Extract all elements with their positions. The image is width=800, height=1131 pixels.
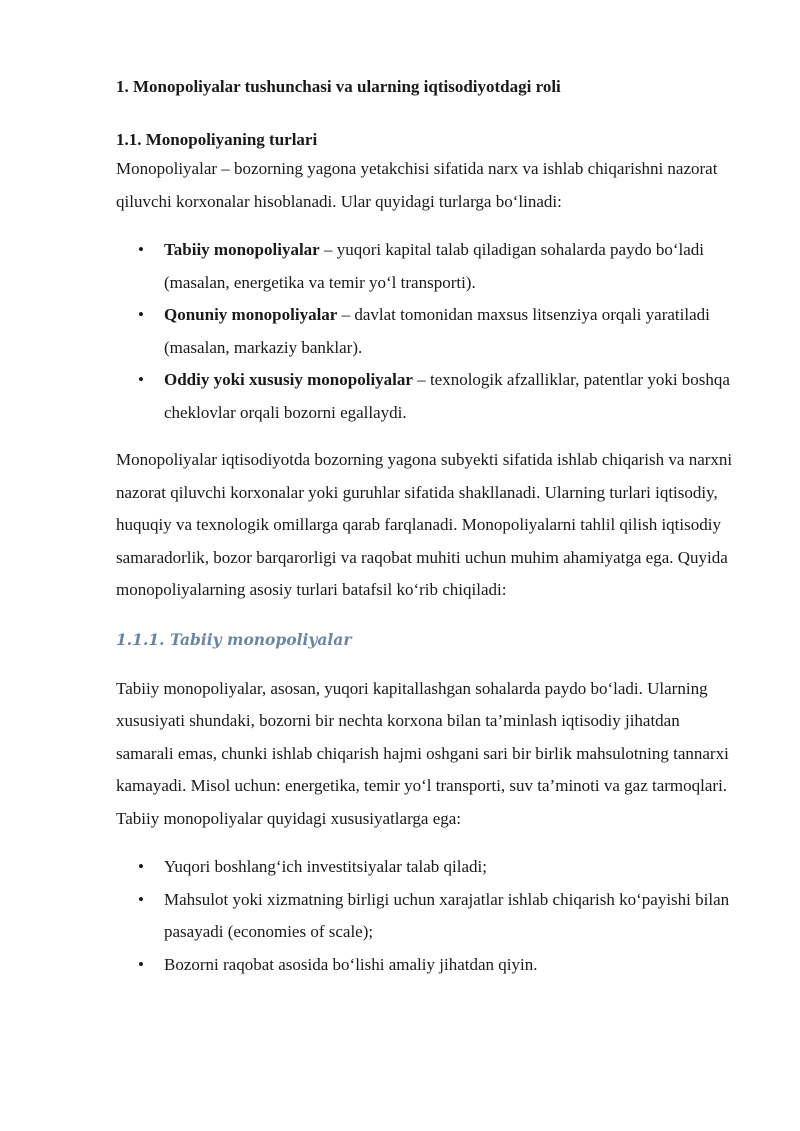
bullet-icon: • [138,370,144,389]
bullet-icon: • [138,857,144,876]
list-item-text: Bozorni raqobat asosida bo‘lishi amaliy jihatdan qiyin. [164,954,538,974]
list-item-text: Yuqori boshlang‘ich investitsiyalar talab qiladi; [164,857,487,876]
list-item-text: Mahsulot yoki xizmatning birligi uchun xarajatlar ishlab chiqarish ko‘payishi bilan pasayadi (economies of scale); [164,889,730,941]
list-item [116,364,736,429]
bullet-icon: • [138,240,144,259]
document-page [116,70,736,981]
list-item [116,299,736,364]
term: Oddiy yoki xususiy monopoliyalar [164,370,413,389]
term: Qonuniy monopoliyalar [164,305,338,324]
list-item [116,851,736,884]
monopoly-types-list [116,234,736,429]
intro-paragraph: Monopoliyalar – bozorning yagona yetakchisi sifatida narx va ishlab chiqarishni nazorat qiluvchi korxonalar hisoblanadi. Ular quyidagi turlarga bo‘linadi: [116,159,718,211]
term-description: – texnologik afzalliklar, patentlar yoki boshqa cheklovlar orqali bozorni egallaydi. [164,370,730,422]
term: Tabiiy monopoliyalar [164,240,320,259]
bullet-icon: • [138,954,144,974]
bullet-icon: • [138,305,144,324]
term-description: – davlat tomonidan maxsus litsenziya orqali yaratiladi (masalan, markaziy banklar). [164,305,710,357]
body-paragraph: Tabiiy monopoliyalar, asosan, yuqori kapitallashgan sohalarda paydo bo‘ladi. Ularning xususiyati shundaki, bozorni bir nechta korxona bilan ta’minlash iqtisodiy jihatdan samarali emas, chunki ishlab chiqarish hajmi oshgani sari bir birlik mahsulotning tannarxi kamayadi. Misol uchun: energetika, temir yo‘l transporti, suv ta’minoti va gaz tarmoqlari. Tabiiy monopoliyalar quyidagi xususiyatlarga ega: [116,678,729,828]
heading-1: 1. Monopoliyalar tushunchasi va ularning iqtisodiyotdagi roli [116,77,561,96]
features-list [116,851,736,981]
list-item [116,949,736,982]
heading-3: 1.1.1. Tabiiy monopoliyalar [116,629,352,649]
heading-2: 1.1. Monopoliyaning turlari [116,130,318,149]
body-paragraph: Monopoliyalar iqtisodiyotda bozorning yagona subyekti sifatida ishlab chiqarish va narxni nazorat qiluvchi korxonalar yoki guruhlar sifatida shakllanadi. Ularning turlari iqtisodiy, huquqiy va texnologik omillarga qarab farqlanadi. Monopoliyalarni tahlil qilish iqtisodiy samaradorlik, bozor barqarorligi va raqobat muhiti uchun muhim ahamiyatga ega. Quyida monopoliyalarning asosiy turlari batafsil ko‘rib chiqiladi: [116,450,733,599]
bullet-icon: • [138,889,144,909]
term-description: – yuqori kapital talab qiladigan sohalarda paydo bo‘ladi (masalan, energetika va temir yo‘l transporti). [164,240,704,292]
list-item [116,884,736,949]
list-item [116,234,736,299]
